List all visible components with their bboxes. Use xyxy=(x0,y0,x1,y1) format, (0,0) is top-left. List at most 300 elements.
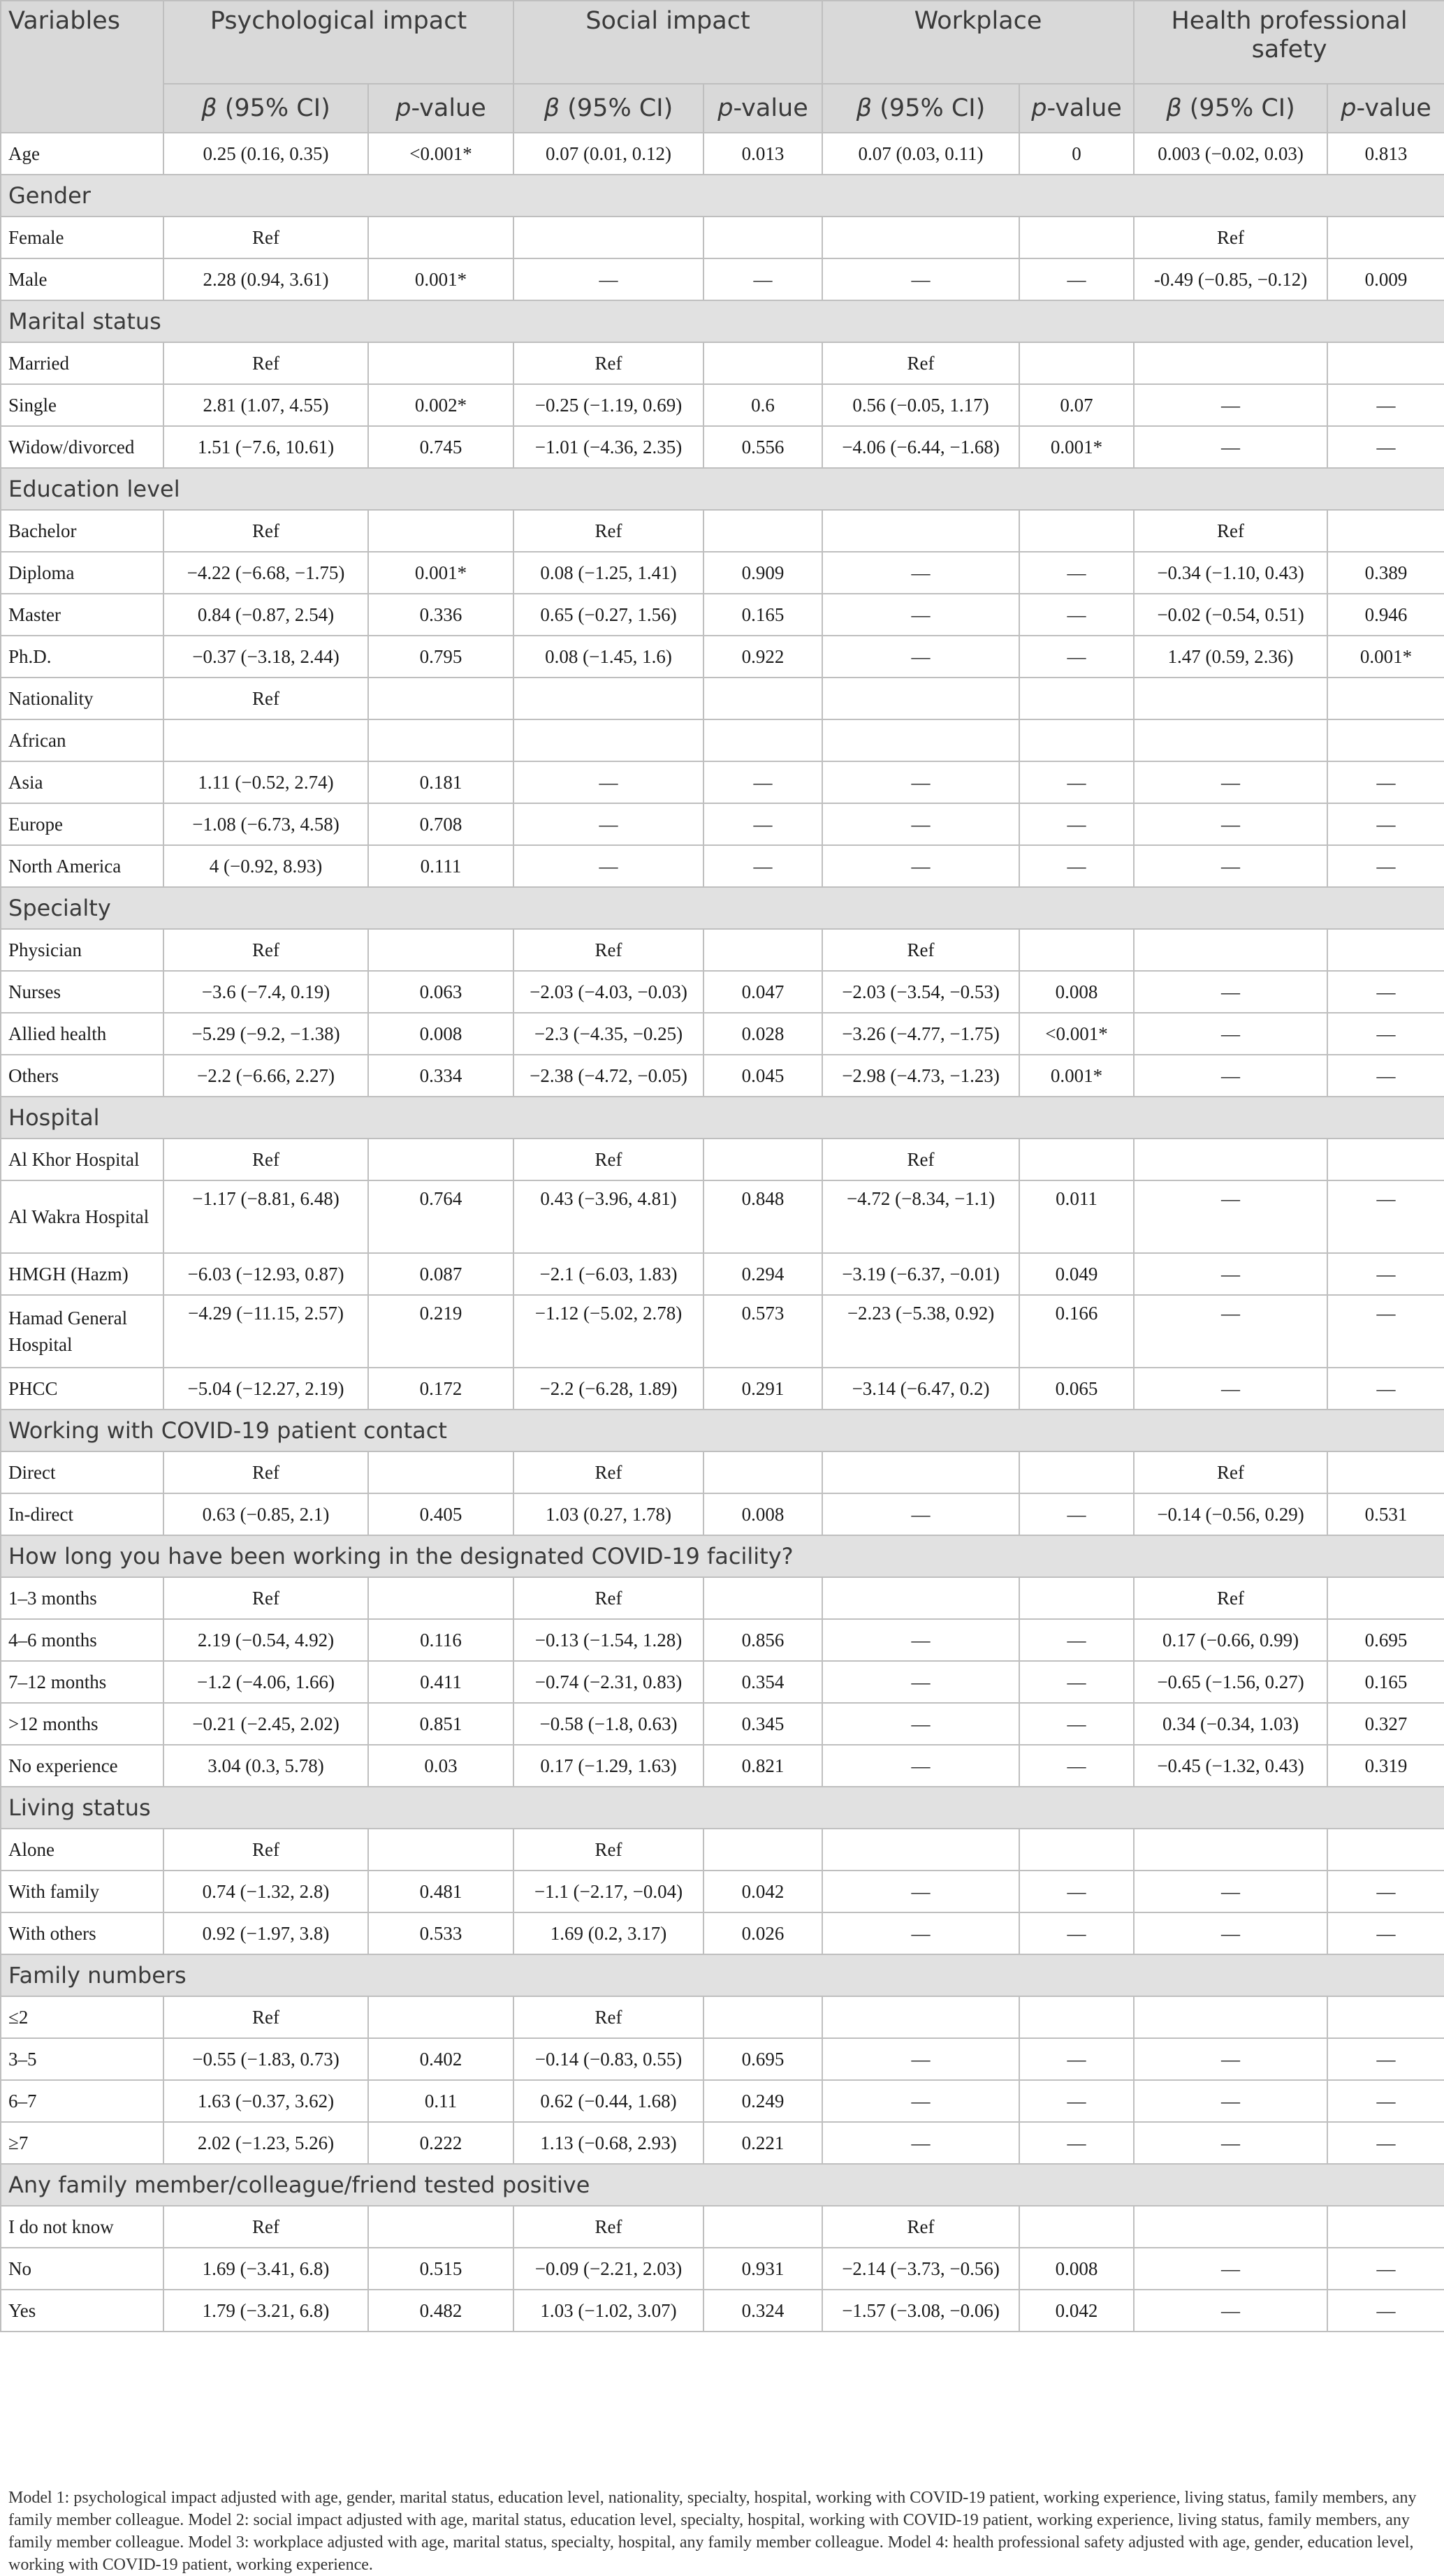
p-value-cell: — xyxy=(1327,761,1444,803)
section-row xyxy=(1,1535,1444,1577)
section-title: Gender xyxy=(1,175,1444,217)
p-value-cell: — xyxy=(1019,2122,1134,2164)
p-value-cell: — xyxy=(1327,2122,1444,2164)
beta-ci-cell: 0.17 (−1.29, 1.63) xyxy=(513,1745,703,1787)
beta-ci-cell xyxy=(822,678,1019,719)
beta-ci-cell: Ref xyxy=(822,1139,1019,1180)
table-row xyxy=(1,761,1444,803)
table-row xyxy=(1,636,1444,678)
p-value-cell: 0.821 xyxy=(703,1745,822,1787)
p-value-header: p-value xyxy=(1327,84,1444,133)
row-label: Hamad General Hospital xyxy=(1,1295,163,1368)
p-value-cell xyxy=(703,510,822,552)
p-value-cell: 0.222 xyxy=(368,2122,513,2164)
beta-ci-cell: 0.07 (0.01, 0.12) xyxy=(513,133,703,175)
p-value-cell: — xyxy=(1327,2080,1444,2122)
beta-ci-cell: −2.2 (−6.28, 1.89) xyxy=(513,1368,703,1410)
table-row xyxy=(1,342,1444,384)
p-value-cell xyxy=(368,1577,513,1619)
table-row xyxy=(1,1619,1444,1661)
p-value-cell: — xyxy=(1327,1368,1444,1410)
beta-ci-cell: — xyxy=(822,2038,1019,2080)
p-value-cell xyxy=(1019,678,1134,719)
section-title: Any family member/colleague/friend tested positive xyxy=(1,2164,1444,2206)
beta-ci-cell: 0.08 (−1.45, 1.6) xyxy=(513,636,703,678)
beta-ci-header: β (95% CI) xyxy=(163,84,368,133)
beta-ci-cell: Ref xyxy=(163,217,368,258)
row-label: >12 months xyxy=(1,1703,163,1745)
beta-ci-cell: −1.1 (−2.17, −0.04) xyxy=(513,1871,703,1912)
p-value-cell: — xyxy=(1019,1912,1134,1954)
row-label: Physician xyxy=(1,929,163,971)
p-value-cell: 0.001* xyxy=(368,258,513,300)
beta-ci-cell: −0.21 (−2.45, 2.02) xyxy=(163,1703,368,1745)
beta-ci-cell: 0.92 (−1.97, 3.8) xyxy=(163,1912,368,1954)
table-row xyxy=(1,1996,1444,2038)
beta-ci-cell: — xyxy=(1134,1013,1327,1055)
row-label: Allied health xyxy=(1,1013,163,1055)
section-row xyxy=(1,175,1444,217)
p-value-cell: — xyxy=(1019,803,1134,845)
p-value-cell: 0.294 xyxy=(703,1253,822,1295)
row-label: No experience xyxy=(1,1745,163,1787)
beta-ci-cell: 1.47 (0.59, 2.36) xyxy=(1134,636,1327,678)
table-row xyxy=(1,719,1444,761)
p-value-cell: — xyxy=(1327,1180,1444,1253)
table-row xyxy=(1,1745,1444,1787)
row-label: Yes xyxy=(1,2290,163,2332)
p-value-cell xyxy=(1327,1577,1444,1619)
p-value-cell xyxy=(1019,342,1134,384)
beta-ci-cell: −1.01 (−4.36, 2.35) xyxy=(513,426,703,468)
table-row xyxy=(1,1703,1444,1745)
beta-ci-cell: Ref xyxy=(163,1577,368,1619)
section-title: Marital status xyxy=(1,300,1444,342)
p-value-cell: 0.049 xyxy=(1019,1253,1134,1295)
beta-ci-cell: −2.23 (−5.38, 0.92) xyxy=(822,1295,1019,1368)
p-value-cell: — xyxy=(1019,2080,1134,2122)
row-label: 7–12 months xyxy=(1,1661,163,1703)
p-value-cell: 0.172 xyxy=(368,1368,513,1410)
beta-ci-cell xyxy=(1134,678,1327,719)
p-value-cell: 0.013 xyxy=(703,133,822,175)
p-value-cell: 0.324 xyxy=(703,2290,822,2332)
beta-ci-cell xyxy=(822,1577,1019,1619)
beta-ci-cell: — xyxy=(822,1871,1019,1912)
beta-ci-cell: −3.14 (−6.47, 0.2) xyxy=(822,1368,1019,1410)
beta-ci-cell: Ref xyxy=(1134,217,1327,258)
p-value-cell: 0.181 xyxy=(368,761,513,803)
beta-ci-cell: — xyxy=(1134,803,1327,845)
p-value-cell xyxy=(703,678,822,719)
table-row xyxy=(1,971,1444,1013)
p-value-cell: 0.695 xyxy=(1327,1619,1444,1661)
p-value-cell xyxy=(368,510,513,552)
beta-ci-cell: 2.02 (−1.23, 5.26) xyxy=(163,2122,368,2164)
table-row xyxy=(1,510,1444,552)
p-value-cell: 0.221 xyxy=(703,2122,822,2164)
row-label: 6–7 xyxy=(1,2080,163,2122)
beta-ci-cell: — xyxy=(822,803,1019,845)
beta-ci-cell xyxy=(163,719,368,761)
table-row xyxy=(1,552,1444,594)
p-value-cell: — xyxy=(1019,1703,1134,1745)
beta-ci-cell: Ref xyxy=(163,1451,368,1493)
table-row xyxy=(1,1295,1444,1368)
beta-ci-cell: −5.29 (−9.2, −1.38) xyxy=(163,1013,368,1055)
table-row xyxy=(1,678,1444,719)
p-value-cell: 0.008 xyxy=(1019,2248,1134,2290)
beta-ci-cell: 2.19 (−0.54, 4.92) xyxy=(163,1619,368,1661)
beta-ci-cell: Ref xyxy=(163,929,368,971)
p-value-cell: — xyxy=(1327,845,1444,887)
p-value-cell xyxy=(703,1829,822,1871)
row-label: Al Wakra Hospital xyxy=(1,1180,163,1253)
beta-ci-cell: 1.13 (−0.68, 2.93) xyxy=(513,2122,703,2164)
table-row xyxy=(1,1871,1444,1912)
p-value-header: p-value xyxy=(368,84,513,133)
p-value-cell: 0.011 xyxy=(1019,1180,1134,1253)
beta-ci-cell: — xyxy=(1134,2080,1327,2122)
row-label: Nurses xyxy=(1,971,163,1013)
p-value-cell xyxy=(703,1577,822,1619)
p-value-cell: — xyxy=(1019,761,1134,803)
beta-ci-cell: — xyxy=(1134,1055,1327,1097)
beta-ci-cell: Ref xyxy=(513,1139,703,1180)
section-title: How long you have been working in the designated COVID-19 facility? xyxy=(1,1535,1444,1577)
p-value-cell xyxy=(1019,1139,1134,1180)
p-value-cell: — xyxy=(703,803,822,845)
p-value-cell xyxy=(368,929,513,971)
group-header-workplace: Workplace xyxy=(822,1,1134,84)
beta-ci-cell: 0.56 (−0.05, 1.17) xyxy=(822,384,1019,426)
beta-ci-cell xyxy=(822,1451,1019,1493)
beta-ci-cell: −0.34 (−1.10, 0.43) xyxy=(1134,552,1327,594)
table-row xyxy=(1,258,1444,300)
beta-ci-cell: −4.29 (−11.15, 2.57) xyxy=(163,1295,368,1368)
p-value-cell: — xyxy=(1019,845,1134,887)
p-value-cell: <0.001* xyxy=(368,133,513,175)
p-value-cell xyxy=(703,342,822,384)
beta-ci-cell: 1.51 (−7.6, 10.61) xyxy=(163,426,368,468)
p-value-cell: 0.851 xyxy=(368,1703,513,1745)
beta-ci-cell: −1.17 (−8.81, 6.48) xyxy=(163,1180,368,1253)
beta-ci-cell: — xyxy=(822,552,1019,594)
beta-ci-cell: -0.49 (−0.85, −0.12) xyxy=(1134,258,1327,300)
p-value-cell xyxy=(703,2206,822,2248)
p-value-cell xyxy=(368,719,513,761)
table-row xyxy=(1,929,1444,971)
p-value-cell: — xyxy=(1327,1013,1444,1055)
beta-ci-cell: 0.25 (0.16, 0.35) xyxy=(163,133,368,175)
table-row xyxy=(1,2290,1444,2332)
p-value-cell: 0.001* xyxy=(1019,426,1134,468)
beta-ci-cell xyxy=(822,1996,1019,2038)
p-value-cell: — xyxy=(1019,258,1134,300)
beta-ci-cell: −0.25 (−1.19, 0.69) xyxy=(513,384,703,426)
beta-ci-cell: — xyxy=(822,594,1019,636)
beta-ci-cell: 1.69 (−3.41, 6.8) xyxy=(163,2248,368,2290)
p-value-cell: 0.087 xyxy=(368,1253,513,1295)
beta-ci-cell: −3.19 (−6.37, −0.01) xyxy=(822,1253,1019,1295)
table-footnote: Model 1: psychological impact adjusted with age, gender, marital status, education level, nationality, specialty, hospital, working with COVID-19 patient, working experience, living status, family members, any family member colleague. Model 2: social impact adjusted with age, marital status, education level, specialty, hospital, working with COVID-19 patient, working experience, living status, family members, any family member colleague. Model 3: workplace adjusted with age, marital status, specialty, hospital, any family member colleague. Model 4: health professional safety adjusted with age, gender, education level, working with COVID-19 patient, working experience. xyxy=(8,2489,1417,2574)
table-row xyxy=(1,1139,1444,1180)
p-value-cell: 0.515 xyxy=(368,2248,513,2290)
section-row xyxy=(1,468,1444,510)
p-value-cell: 0.848 xyxy=(703,1180,822,1253)
p-value-cell: 0.764 xyxy=(368,1180,513,1253)
beta-ci-cell xyxy=(822,719,1019,761)
beta-ci-cell: −4.72 (−8.34, −1.1) xyxy=(822,1180,1019,1253)
p-value-cell: — xyxy=(1327,384,1444,426)
beta-ci-cell xyxy=(513,217,703,258)
p-value-cell: 0.047 xyxy=(703,971,822,1013)
p-value-cell: 0.002* xyxy=(368,384,513,426)
p-value-cell: 0.354 xyxy=(703,1661,822,1703)
p-value-cell: 0.931 xyxy=(703,2248,822,2290)
p-value-cell: 0.001* xyxy=(1019,1055,1134,1097)
beta-ci-cell: −2.03 (−3.54, −0.53) xyxy=(822,971,1019,1013)
p-value-cell: 0.042 xyxy=(1019,2290,1134,2332)
row-label: Married xyxy=(1,342,163,384)
section-title: Working with COVID-19 patient contact xyxy=(1,1410,1444,1451)
table-row xyxy=(1,1253,1444,1295)
row-label: Ph.D. xyxy=(1,636,163,678)
table-row xyxy=(1,1661,1444,1703)
beta-ci-cell: 0.65 (−0.27, 1.56) xyxy=(513,594,703,636)
p-value-cell xyxy=(1019,1829,1134,1871)
table-row xyxy=(1,1493,1444,1535)
beta-ci-cell: −3.6 (−7.4, 0.19) xyxy=(163,971,368,1013)
p-value-cell xyxy=(1019,1577,1134,1619)
p-value-cell: <0.001* xyxy=(1019,1013,1134,1055)
beta-ci-cell xyxy=(1134,719,1327,761)
beta-ci-cell: Ref xyxy=(822,2206,1019,2248)
beta-ci-cell xyxy=(1134,1829,1327,1871)
beta-ci-cell: — xyxy=(1134,1253,1327,1295)
group-header-social: Social impact xyxy=(513,1,822,84)
beta-ci-cell: 1.63 (−0.37, 3.62) xyxy=(163,2080,368,2122)
beta-ci-cell: −1.57 (−3.08, −0.06) xyxy=(822,2290,1019,2332)
p-value-cell: — xyxy=(1019,1871,1134,1912)
row-label: 1–3 months xyxy=(1,1577,163,1619)
p-value-cell: 0.065 xyxy=(1019,1368,1134,1410)
p-value-cell: 0.165 xyxy=(1327,1661,1444,1703)
p-value-cell xyxy=(1019,1451,1134,1493)
p-value-cell: 0.03 xyxy=(368,1745,513,1787)
row-label: Master xyxy=(1,594,163,636)
beta-ci-cell: 1.79 (−3.21, 6.8) xyxy=(163,2290,368,2332)
p-value-cell: 0.116 xyxy=(368,1619,513,1661)
beta-ci-cell: −0.37 (−3.18, 2.44) xyxy=(163,636,368,678)
p-value-cell: — xyxy=(1327,971,1444,1013)
beta-ci-cell: −2.3 (−4.35, −0.25) xyxy=(513,1013,703,1055)
beta-ci-cell: — xyxy=(1134,971,1327,1013)
section-row xyxy=(1,2164,1444,2206)
beta-ci-cell: −0.14 (−0.83, 0.55) xyxy=(513,2038,703,2080)
beta-ci-cell: 3.04 (0.3, 5.78) xyxy=(163,1745,368,1787)
beta-ci-cell: Ref xyxy=(1134,510,1327,552)
p-value-cell: 0.009 xyxy=(1327,258,1444,300)
beta-ci-cell: −2.98 (−4.73, −1.23) xyxy=(822,1055,1019,1097)
p-value-cell: — xyxy=(1019,594,1134,636)
beta-ci-cell: 1.03 (0.27, 1.78) xyxy=(513,1493,703,1535)
table-row xyxy=(1,217,1444,258)
beta-ci-cell: Ref xyxy=(163,2206,368,2248)
p-value-cell: 0.319 xyxy=(1327,1745,1444,1787)
row-label: Bachelor xyxy=(1,510,163,552)
beta-ci-cell xyxy=(513,719,703,761)
row-label: Alone xyxy=(1,1829,163,1871)
beta-ci-cell: Ref xyxy=(513,1996,703,2038)
p-value-cell: 0.795 xyxy=(368,636,513,678)
p-value-cell: 0.026 xyxy=(703,1912,822,1954)
beta-ci-cell xyxy=(822,217,1019,258)
table-row xyxy=(1,803,1444,845)
p-value-cell: 0.482 xyxy=(368,2290,513,2332)
beta-ci-cell: 2.28 (0.94, 3.61) xyxy=(163,258,368,300)
p-value-cell: 0.166 xyxy=(1019,1295,1134,1368)
p-value-cell: 0.07 xyxy=(1019,384,1134,426)
beta-ci-cell: Ref xyxy=(513,1829,703,1871)
beta-ci-cell: −0.65 (−1.56, 0.27) xyxy=(1134,1661,1327,1703)
section-row xyxy=(1,1787,1444,1829)
table-row xyxy=(1,1013,1444,1055)
p-value-cell xyxy=(368,217,513,258)
p-value-cell: — xyxy=(1327,1871,1444,1912)
section-row xyxy=(1,1097,1444,1139)
table-row xyxy=(1,1577,1444,1619)
p-value-cell xyxy=(1327,342,1444,384)
row-label: Europe xyxy=(1,803,163,845)
row-label: 4–6 months xyxy=(1,1619,163,1661)
table-row xyxy=(1,1055,1444,1097)
beta-ci-cell: −2.1 (−6.03, 1.83) xyxy=(513,1253,703,1295)
beta-ci-cell: 0.34 (−0.34, 1.03) xyxy=(1134,1703,1327,1745)
beta-ci-cell: −4.22 (−6.68, −1.75) xyxy=(163,552,368,594)
beta-ci-cell: −3.26 (−4.77, −1.75) xyxy=(822,1013,1019,1055)
beta-ci-cell xyxy=(1134,1139,1327,1180)
p-value-cell: — xyxy=(1327,1253,1444,1295)
p-value-cell: 0.481 xyxy=(368,1871,513,1912)
section-title: Family numbers xyxy=(1,1954,1444,1996)
p-value-cell xyxy=(1019,929,1134,971)
row-label: 3–5 xyxy=(1,2038,163,2080)
beta-ci-cell: Ref xyxy=(513,1451,703,1493)
beta-ci-cell: — xyxy=(822,1661,1019,1703)
beta-ci-cell: Ref xyxy=(163,1829,368,1871)
row-label: With family xyxy=(1,1871,163,1912)
beta-ci-header: β (95% CI) xyxy=(1134,84,1327,133)
p-value-cell xyxy=(368,2206,513,2248)
p-value-cell: 0.008 xyxy=(368,1013,513,1055)
p-value-cell xyxy=(1019,2206,1134,2248)
beta-ci-cell: 0.63 (−0.85, 2.1) xyxy=(163,1493,368,1535)
beta-ci-cell: — xyxy=(822,1912,1019,1954)
p-value-cell: 0.028 xyxy=(703,1013,822,1055)
p-value-cell xyxy=(368,1139,513,1180)
p-value-cell: 0.008 xyxy=(1019,971,1134,1013)
p-value-cell: 0.556 xyxy=(703,426,822,468)
p-value-cell: — xyxy=(1327,426,1444,468)
beta-ci-cell: −2.38 (−4.72, −0.05) xyxy=(513,1055,703,1097)
beta-ci-cell: −1.08 (−6.73, 4.58) xyxy=(163,803,368,845)
p-value-cell: — xyxy=(1019,636,1134,678)
row-label: African xyxy=(1,719,163,761)
beta-ci-cell: −0.13 (−1.54, 1.28) xyxy=(513,1619,703,1661)
p-value-cell: 0.533 xyxy=(368,1912,513,1954)
beta-ci-cell: — xyxy=(822,2080,1019,2122)
beta-ci-cell xyxy=(1134,929,1327,971)
p-value-cell: 0.165 xyxy=(703,594,822,636)
beta-ci-cell: — xyxy=(822,258,1019,300)
table-row xyxy=(1,2248,1444,2290)
row-label: Age xyxy=(1,133,163,175)
row-label: Female xyxy=(1,217,163,258)
p-value-cell: — xyxy=(703,761,822,803)
p-value-cell: 0.813 xyxy=(1327,133,1444,175)
p-value-cell: — xyxy=(1327,1055,1444,1097)
p-value-cell xyxy=(368,678,513,719)
beta-ci-cell: — xyxy=(822,1619,1019,1661)
p-value-cell: — xyxy=(1327,2248,1444,2290)
p-value-cell xyxy=(1327,2206,1444,2248)
p-value-cell xyxy=(703,929,822,971)
p-value-cell xyxy=(1019,719,1134,761)
row-label: Diploma xyxy=(1,552,163,594)
p-value-cell: 0.922 xyxy=(703,636,822,678)
p-value-cell xyxy=(1327,1451,1444,1493)
p-value-cell: 0.111 xyxy=(368,845,513,887)
beta-ci-cell: — xyxy=(1134,1871,1327,1912)
beta-ci-cell: −5.04 (−12.27, 2.19) xyxy=(163,1368,368,1410)
p-value-cell xyxy=(1327,1996,1444,2038)
section-title: Hospital xyxy=(1,1097,1444,1139)
p-value-cell xyxy=(1019,217,1134,258)
beta-ci-cell: 4 (−0.92, 8.93) xyxy=(163,845,368,887)
beta-ci-cell: Ref xyxy=(163,342,368,384)
p-value-cell: — xyxy=(703,258,822,300)
beta-ci-cell: Ref xyxy=(163,1139,368,1180)
p-value-cell: 0.909 xyxy=(703,552,822,594)
beta-ci-cell: — xyxy=(822,636,1019,678)
beta-ci-cell: — xyxy=(1134,426,1327,468)
p-value-cell: — xyxy=(1019,1745,1134,1787)
beta-ci-cell: Ref xyxy=(513,2206,703,2248)
beta-ci-cell: Ref xyxy=(163,510,368,552)
beta-ci-cell: — xyxy=(513,761,703,803)
p-value-cell xyxy=(368,1996,513,2038)
p-value-cell: 0.327 xyxy=(1327,1703,1444,1745)
beta-ci-cell xyxy=(822,510,1019,552)
p-value-cell: 0.008 xyxy=(703,1493,822,1535)
p-value-cell: 0.411 xyxy=(368,1661,513,1703)
beta-ci-cell: — xyxy=(1134,845,1327,887)
table-row xyxy=(1,1451,1444,1493)
table-header xyxy=(1,1,1444,133)
group-header-safety: Health professional safety xyxy=(1134,1,1444,84)
row-label: With others xyxy=(1,1912,163,1954)
row-label: No xyxy=(1,2248,163,2290)
table-body xyxy=(1,133,1444,2332)
section-title: Specialty xyxy=(1,887,1444,929)
p-value-cell: — xyxy=(703,845,822,887)
section-row xyxy=(1,1954,1444,1996)
beta-ci-cell: −2.03 (−4.03, −0.03) xyxy=(513,971,703,1013)
table-row xyxy=(1,1368,1444,1410)
section-row xyxy=(1,300,1444,342)
table-row xyxy=(1,426,1444,468)
